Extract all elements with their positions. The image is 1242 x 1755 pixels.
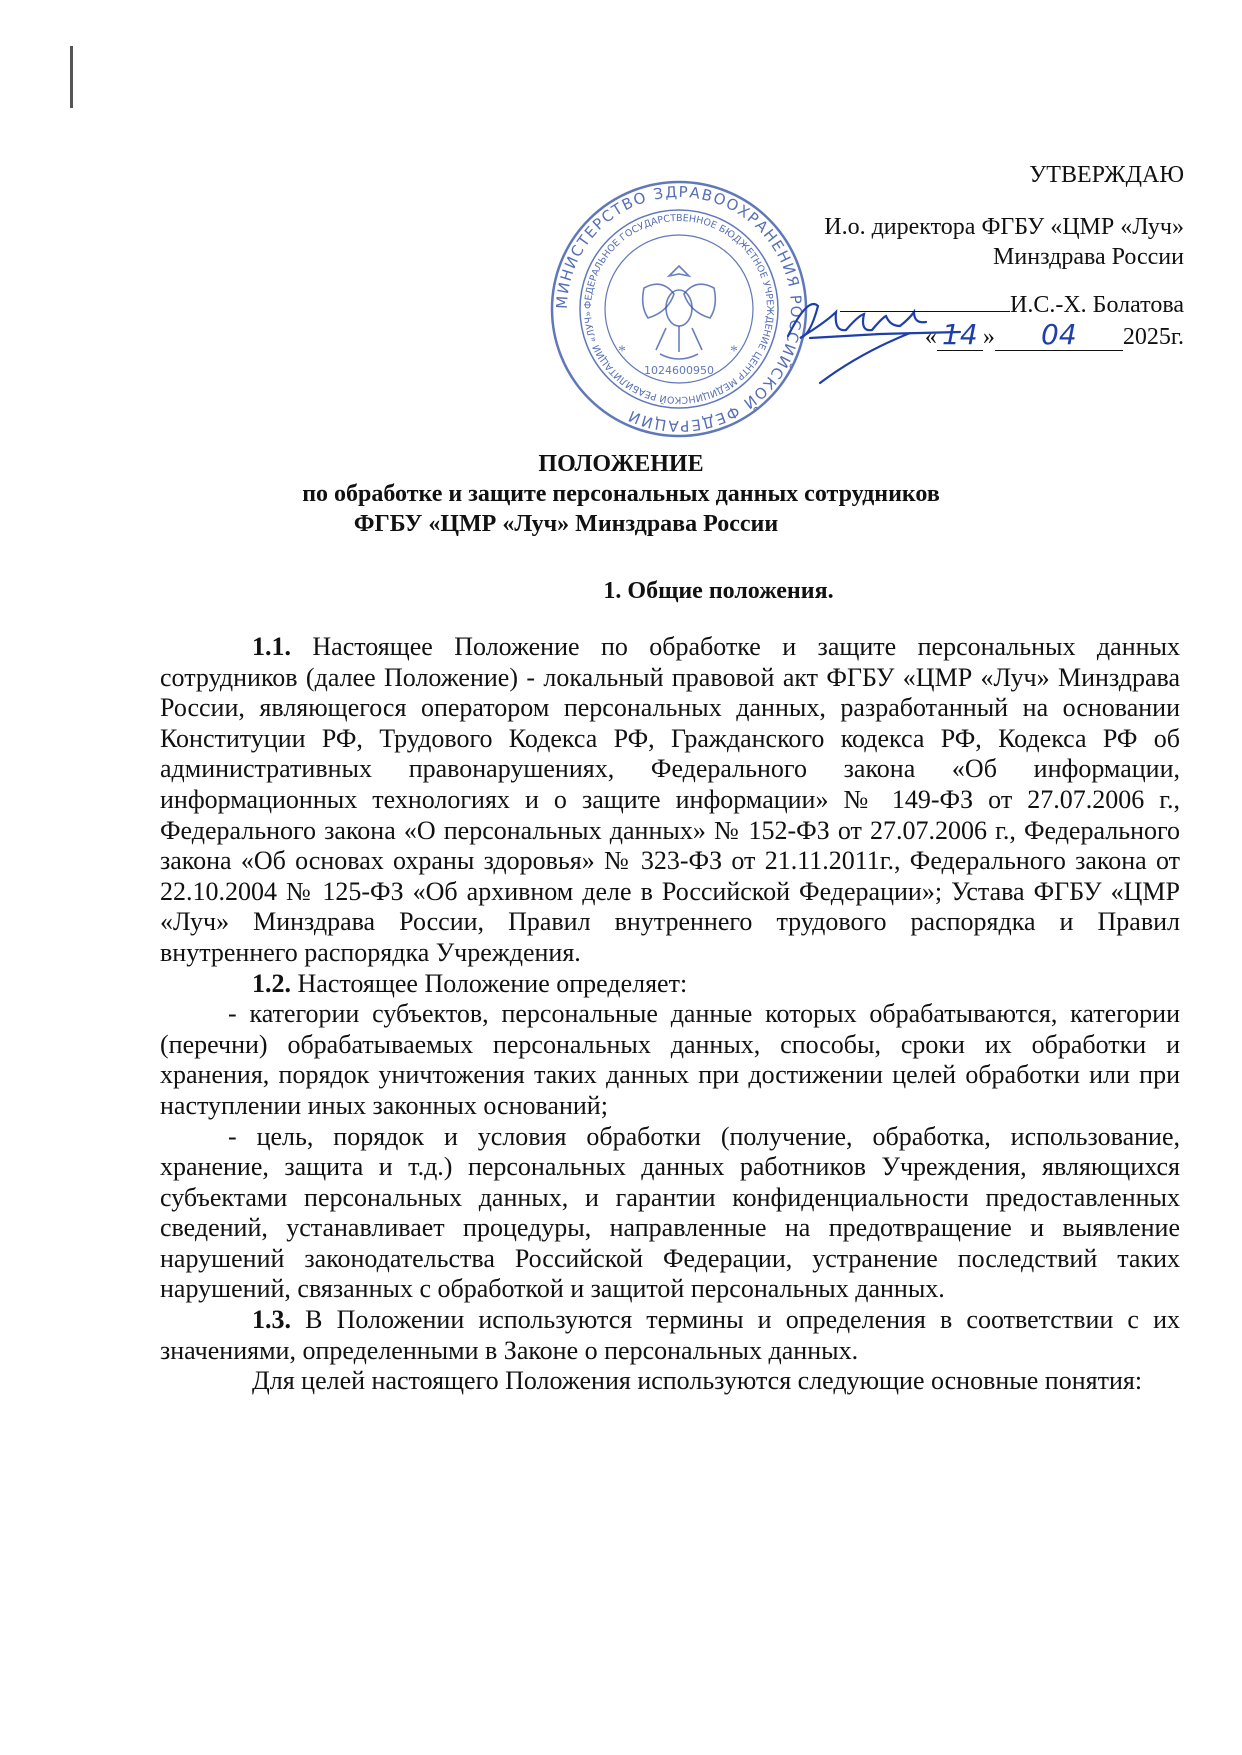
star-icon: * [618, 343, 626, 360]
date-quote-open: « [924, 324, 937, 350]
approval-date [824, 320, 1184, 352]
date-year: 2025г. [1122, 324, 1184, 350]
approver-ministry: Минздрава России [993, 244, 1184, 270]
clause-text: Настоящее Положение определяет: [291, 968, 688, 998]
signature-line [824, 290, 1184, 320]
section-heading: 1. Общие положения. [603, 578, 834, 604]
paragraph-1-2 [160, 969, 1180, 1000]
eagle-emblem-icon [643, 266, 716, 359]
star-icon: * [730, 343, 738, 360]
date-month: 04 [995, 320, 1123, 351]
clause-number: 1.1. [252, 632, 291, 661]
paragraph-1-1 [160, 632, 1180, 969]
title-line-3: ФГБУ «ЦМР «Луч» Минздрава России [353, 511, 779, 537]
list-item: - цель, порядок и условия обработки (получение, обработка, использование, хранение, защита и т.д.) персональных данных работников Учреждения, являющихся субъектами персональных данных, и гарантии конфиденциальности предоставленных сведений, устанавливает процедуры, направленные на предотвращение и выявление нарушений законодательства Российской Федерации, устранение последствий таких нарушений, связанных с обработкой и защитой персональных данных. [160, 1121, 1180, 1304]
scan-edge-mark [70, 46, 73, 108]
official-stamp [548, 178, 810, 440]
stamp-number: 1024600950 [644, 364, 714, 377]
paragraph-definitions-intro: Для целей настоящего Положения используются следующие основные понятия: [252, 1366, 1143, 1396]
paragraph-1-3 [160, 1305, 1180, 1366]
date-day: 14 [937, 320, 983, 351]
clause-number: 1.3. [252, 1305, 291, 1335]
document-title [0, 449, 1242, 539]
approver-position: И.о. директора ФГБУ «ЦМР «Луч» [824, 214, 1184, 240]
title-line-1: ПОЛОЖЕНИЕ [538, 451, 704, 477]
signer-name: И.С.-Х. Болатова [1010, 292, 1184, 318]
date-quote-close: » [982, 324, 995, 350]
clause-text: Настоящее Положение по обработке и защите персональных данных сотрудников (далее Положение) - локальный правовой акт ФГБУ «ЦМР «Луч» Минздрава России, являющегося оператором персональных данных, разработанный на основании Конституции РФ, Трудового Кодекса РФ, Гражданского кодекса РФ, Кодекса РФ об административных правонарушениях, Федерального закона «Об информации, информационных технологиях и о защите информации» № 149-ФЗ от 27.07.2006 г., Федерального закона «О персональных данных» № 152-ФЗ от 27.07.2006 г., Федерального закона «Об основах охраны здоровья» № 323-ФЗ от 21.11.2011г., Федерального закона от 22.10.2004 № 125-ФЗ «Об архивном деле в Российской Федерации»; Устава ФГБУ «ЦМР «Луч» Минздрава России, Правил внутреннего трудового распорядка и Правил внутреннего распорядка Учреждения. [160, 632, 1180, 967]
stamp-inner-text: ФЕДЕРАЛЬНОЕ ГОСУДАРСТВЕННОЕ БЮДЖЕТНОЕ УЧРЕЖДЕНИЕ ЦЕНТР МЕДИЦИНСКОЙ РЕАБИЛИТАЦИИ «ЛУЧ» [582, 212, 776, 406]
title-line-2: по обработке и защите персональных данных сотрудников [302, 481, 940, 507]
clause-number: 1.2. [252, 968, 291, 998]
approval-block [824, 160, 1184, 352]
document-body [160, 632, 1180, 1397]
approval-heading: УТВЕРЖДАЮ [1029, 162, 1184, 188]
list-item: - категории субъектов, персональные данные которых обрабатываются, категории (перечни) обрабатываемых персональных данных, способы, сроки их обработки и хранения, порядок уничтожения таких данных при достижении целей обработки или при наступлении иных законных оснований; [160, 999, 1180, 1120]
stamp-outer-text: МИНИСТЕРСТВО ЗДРАВООХРАНЕНИЯ РОССИЙСКОЙ ФЕДЕРАЦИИ [552, 182, 806, 436]
clause-text: В Положении используются термины и определения в соответствии с их значениями, определенными в Законе о персональных данных. [160, 1305, 1180, 1365]
